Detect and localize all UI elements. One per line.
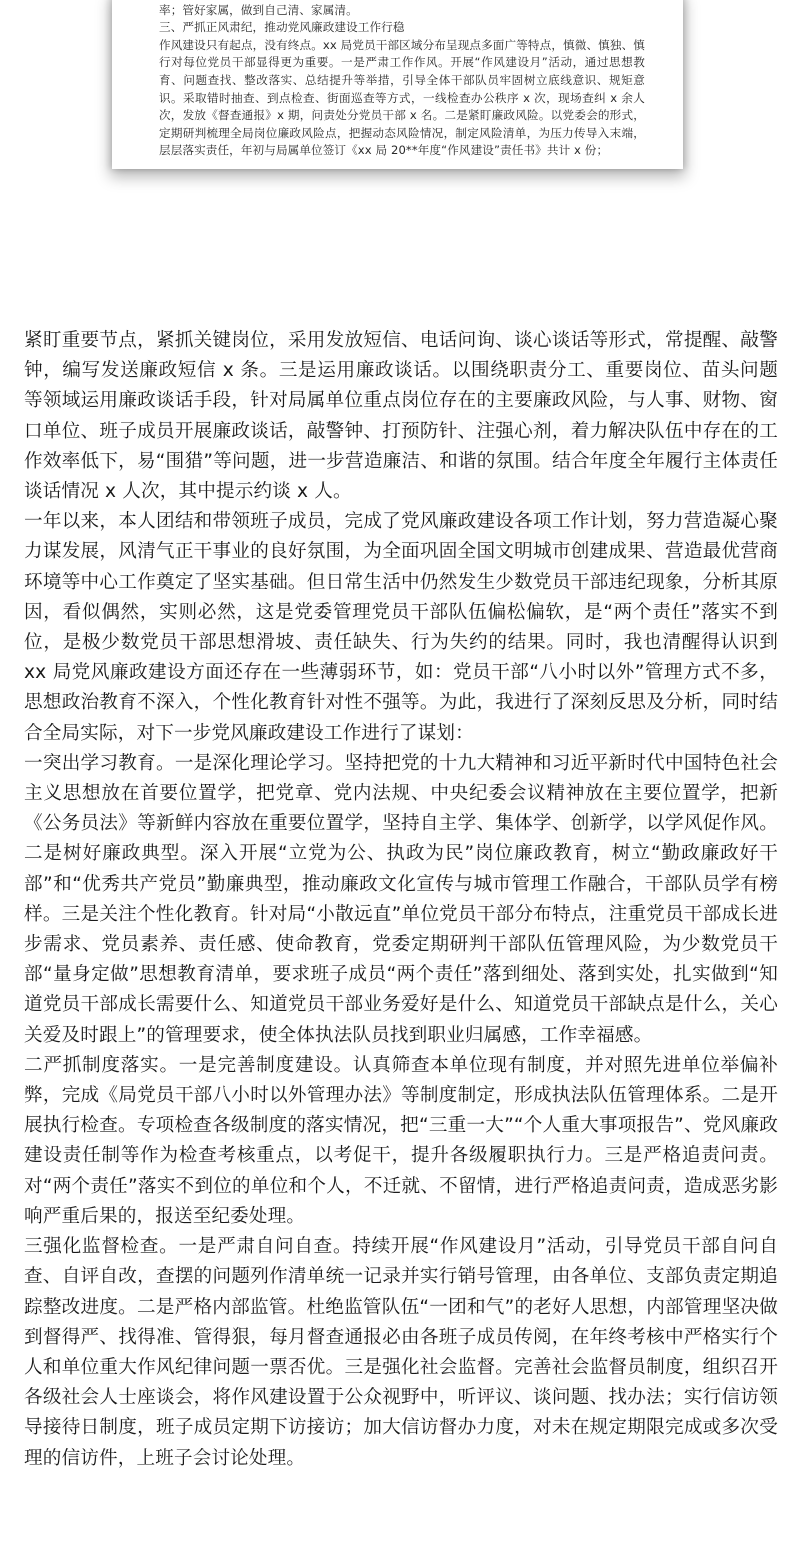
preview-text: [159, 0, 645, 160]
paragraph: 紧盯重要节点，紧抓关键岗位，采用发放短信、电话问询、谈心谈话等形式，常提醒、敲警钟，编写发送廉政短信 x 条。三是运用廉政谈话。以围绕职责分工、重要岗位、苗头问题等领域运用廉政谈话手段，针对局属单位重点岗位存在的主要廉政风险，与人事、财物、窗口单位、班子成员开展廉政谈话，敲警钟、打预防针、注强心剂，着力解决队伍中存在的工作效率低下，易“围猎”等问题，进一步营造廉洁、和谐的氛围。结合年度全年履行主体责任谈话情况 x 人次，其中提示约谈 x 人。: [24, 330, 778, 503]
document-body: [24, 326, 778, 1474]
preview-paragraph: 作风建设只有起点，没有终点。xx 局党员干部区域分布呈现点多面广等特点，慎微、慎独、慎行对每位党员干部显得更为重要。一是严肃工作作风。开展“作风建设月”活动，通过思想教育、问题查找、整改落实、总结提升等举措，引导全体干部队员牢固树立底线意识、规矩意识。采取错时抽查、到点检查、街面巡查等方式，一线检查办公秩序 x 次，现场查纠 x 余人次，发放《督查通报》x 期，问责处分党员干部 x 名。二是紧盯廉政风险。以党委会的形式，定期研判梳理全局岗位廉政风险点，把握动态风险情况，制定风险清单，为压力传导入末端，层层落实责任，年初与局属单位签订《xx 局 20**年度“作风建设”责任书》共计 x 份；: [159, 37, 645, 158]
preview-section-heading: 三、严抓正风肃纪，推动党风廉政建设工作行稳: [159, 20, 405, 35]
preview-line: 率；管好家属，做到自己清、家属清。: [159, 2, 358, 17]
paragraph: 一年以来，本人团结和带领班子成员，完成了党风廉政建设各项工作计划，努力营造凝心聚力谋发展，风清气正干事业的良好氛围，为全面巩固全国文明城市创建成果、营造最优营商环境等中心工作奠定了坚实基础。但日常生活中仍然发生少数党员干部违纪现象，分析其原因，看似偶然，实则必然，这是党委管理党员干部队伍偏松偏软，是“两个责任”落实不到位，是极少数党员干部思想滑坡、责任缺失、行为失约的结果。同时，我也清醒得认识到 xx 局党风廉政建设方面还存在一些薄弱环节，如：党员干部“八小时以外”管理方式不多，思想政治教育不深入，个性化教育针对性不强等。为此，我进行了深刻反思及分析，同时结合全局实际，对下一步党风廉政建设工作进行了谋划：: [24, 511, 778, 744]
document-preview-card: [112, 0, 683, 169]
paragraph: 三强化监督检查。一是严肃自问自查。持续开展“作风建设月”活动，引导党员干部自问自查、自评自改，查摆的问题列作清单统一记录并实行销号管理，由各单位、支部负责定期追踪整改进度。二是严格内部监管。杜绝监管队伍“一团和气”的老好人思想，内部管理坚决做到督得严、找得准、管得狠，每月督查通报必由各班子成员传阅，在年终考核中严格实行个人和单位重大作风纪律问题一票否优。三是强化社会监督。完善社会监督员制度，组织召开各级社会人士座谈会，将作风建设置于公众视野中，听评议、谈问题、找办法；实行信访领导接待日制度，班子成员定期下访接访；加大信访督办力度，对未在规定期限完成或多次受理的信访件，上班子会讨论处理。: [24, 1236, 778, 1469]
paragraph: 一突出学习教育。一是深化理论学习。坚持把党的十九大精神和习近平新时代中国特色社会主义思想放在首要位置学，把党章、党内法规、中央纪委会议精神放在主要位置学，把新《公务员法》等新鲜内容放在重要位置学，坚持自主学、集体学、创新学，以学风促作风。二是树好廉政典型。深入开展“立党为公、执政为民”岗位廉政教育，树立“勤政廉政好干部”和“优秀共产党员”勤廉典型，推动廉政文化宣传与城市管理工作融合，干部队员学有榜样。三是关注个性化教育。针对局“小散远直”单位党员干部分布特点，注重党员干部成长进步需求、党员素养、责任感、使命教育，党委定期研判干部队伍管理风险，为少数党员干部“量身定做”思想教育清单，要求班子成员“两个责任”落到细处、落到实处，扎实做到“知道党员干部成长需要什么、知道党员干部业务爱好是什么、知道党员干部缺点是什么，关心关爱及时跟上”的管理要求，使全体执法队员找到职业归属感，工作幸福感。: [24, 752, 778, 1046]
paragraph: 二严抓制度落实。一是完善制度建设。认真筛查本单位现有制度，并对照先进单位举偏补弊，完成《局党员干部八小时以外管理办法》等制度制定，形成执法队伍管理体系。二是开展执行检查。专项检查各级制度的落实情况，把“三重一大”“个人重大事项报告”、党风廉政建设责任制等作为检查考核重点，以考促干，提升各级履职执行力。三是严格追责问责。对“两个责任”落实不到位的单位和个人，不迁就、不留情，进行严格追责问责，造成恶劣影响严重后果的，报送至纪委处理。: [24, 1054, 778, 1227]
